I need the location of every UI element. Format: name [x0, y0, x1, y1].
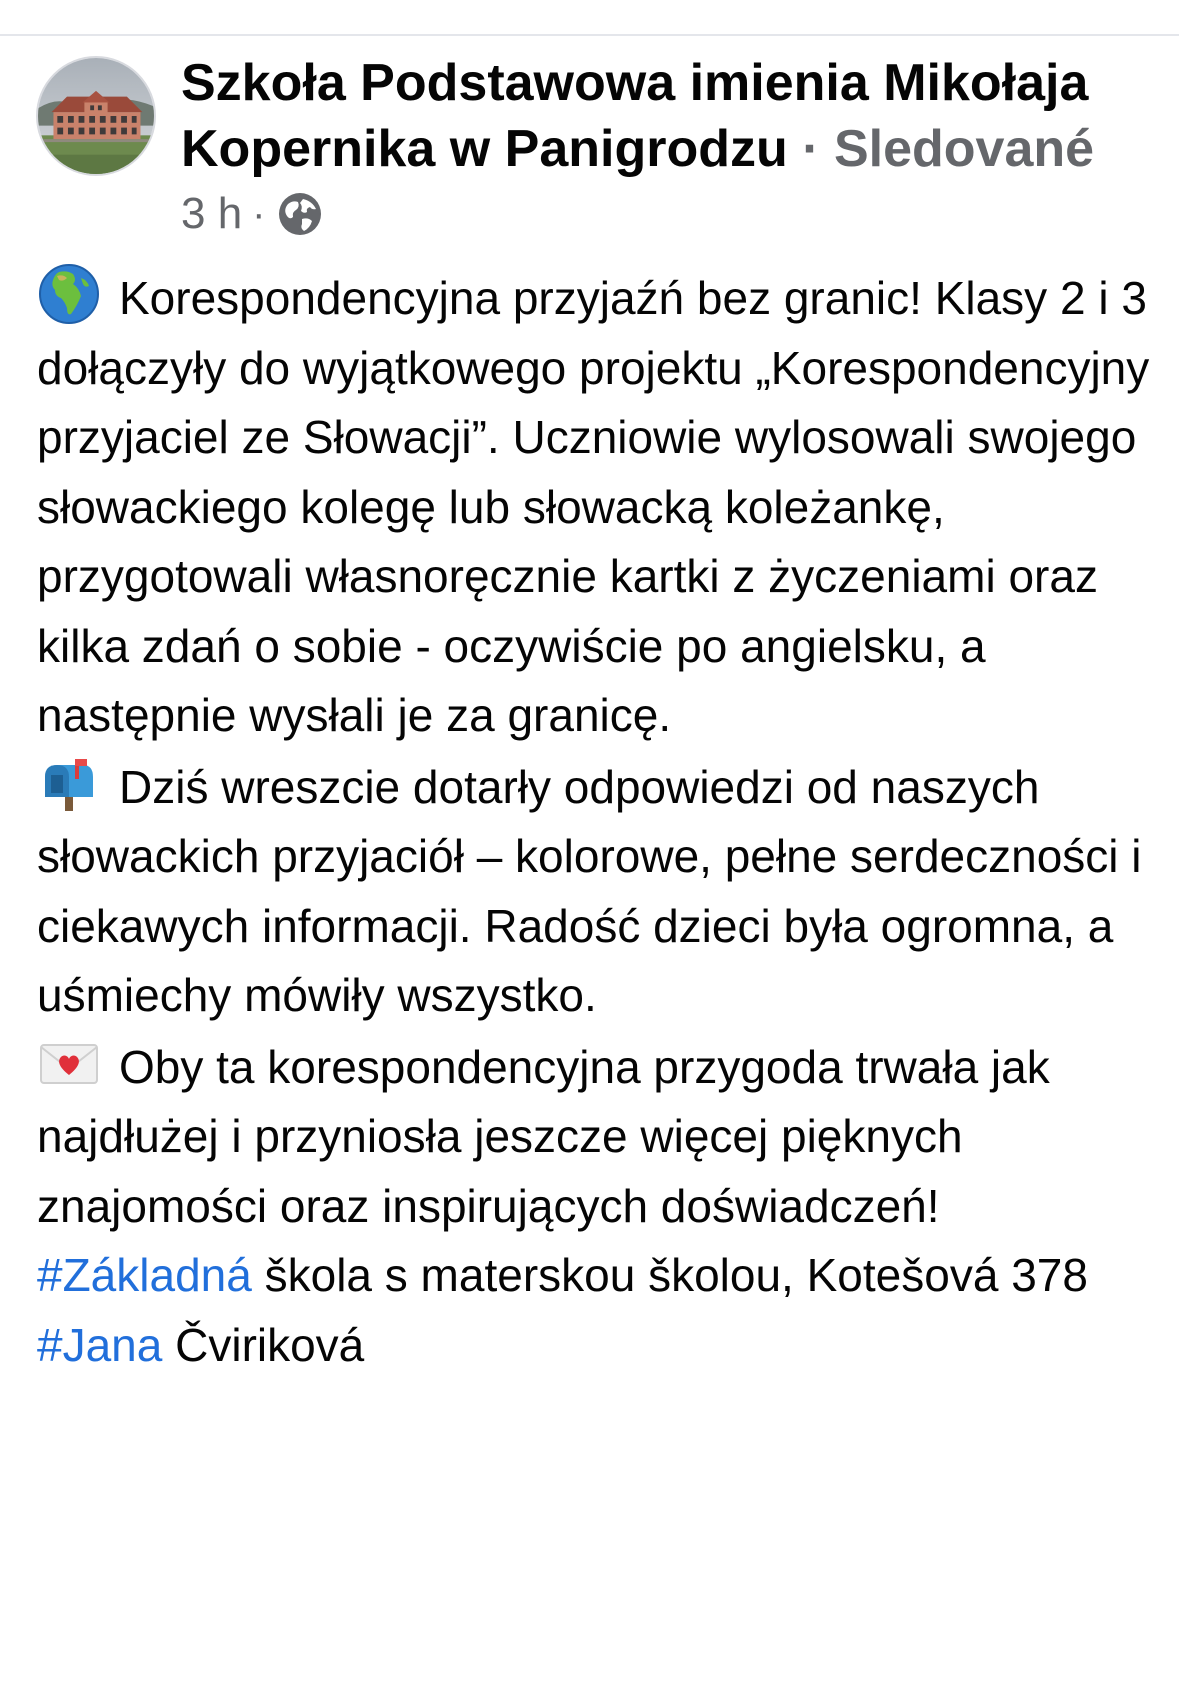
mailbox-emoji-icon: [37, 751, 101, 815]
hashtag-line: [37, 1311, 1167, 1381]
paragraph-text: Dziś wreszcie dotarły odpowiedzi od naszych słowackich przyjaciół – kolorowe, pełne serdeczności i ciekawych informacji. Radość dzieci była ogromna, a uśmiechy mówiły wszystko.: [37, 760, 1142, 1021]
post-timestamp[interactable]: 3 h: [181, 189, 243, 238]
post-meta: [181, 186, 324, 242]
post-paragraph: [37, 1031, 1167, 1242]
post-paragraph: [37, 751, 1167, 1031]
paragraph-text: Korespondencyjna przyjaźń bez granic! Klasy 2 i 3 dołączyły do wyjątkowego projektu „Korespondencyjny przyjaciel ze Słowacji”. Uczniowie wylosowali swojego słowackiego kolegę lub słowacką koleżankę, przygotowali własnoręcznie kartki z życzeniami oraz kilka zdań o sobie - oczywiście po angielsku, a następnie wysłali je za granicę.: [37, 272, 1150, 741]
hashtag-link[interactable]: #Základná: [37, 1249, 252, 1301]
hashtag-link[interactable]: #Jana: [37, 1318, 163, 1371]
follow-status[interactable]: Sledované: [833, 120, 1095, 178]
page-title: [181, 50, 1161, 182]
title-separator: ·: [802, 120, 820, 178]
hashtag-line-text: Čviriková: [162, 1318, 365, 1371]
school-building-image: [38, 58, 154, 174]
love-letter-emoji-icon: [37, 1031, 101, 1095]
post-paragraph: [37, 262, 1167, 751]
paragraph-text: Oby ta korespondencyjna przygoda trwała jak najdłużej i przyniosła jeszcze więcej pięknych znajomości oraz inspirujących doświadczeń!: [37, 1040, 1050, 1232]
post-body: [37, 262, 1167, 1380]
page-avatar[interactable]: [36, 56, 156, 176]
meta-separator: ·: [252, 191, 266, 236]
hashtag-line-text: škola s materskou školou, Kotešová 378: [251, 1249, 1088, 1301]
post-header: [0, 50, 1179, 250]
page-name-link[interactable]: Szkoła Podstawowa imienia Mikołaja Kopernika w Panigrodzu: [181, 54, 1089, 178]
globe-africa-emoji-icon: [37, 262, 101, 326]
globe-icon[interactable]: [276, 190, 324, 238]
hashtag-line: [37, 1241, 1167, 1311]
